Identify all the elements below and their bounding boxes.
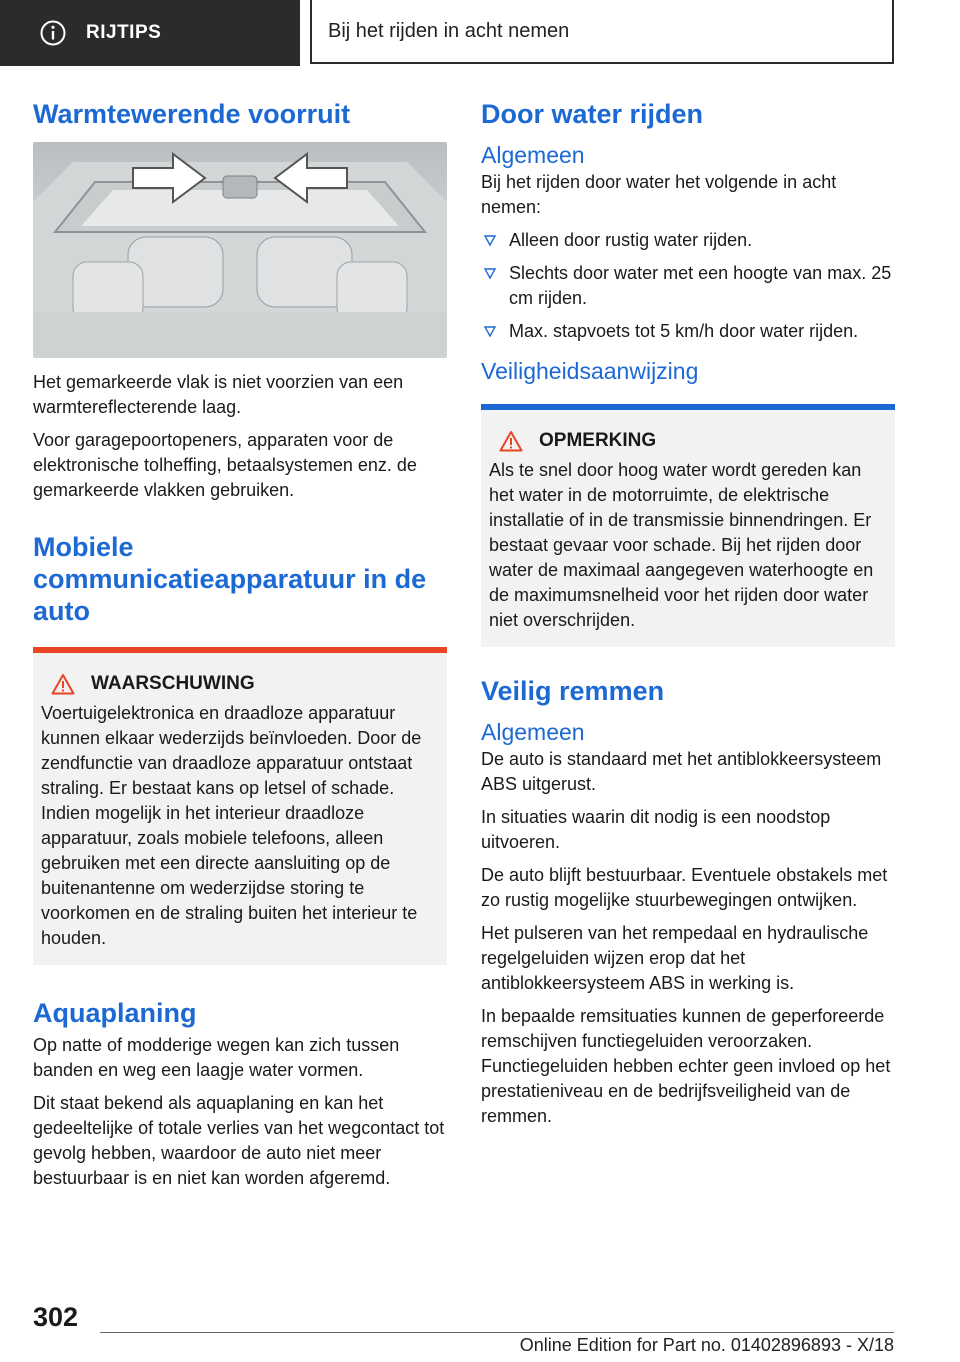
water-bullet-list	[481, 228, 895, 344]
bullet-triangle-icon	[483, 266, 497, 280]
note-text: Als te snel door hoog water wordt gereden kan het water in de motorruimte, de elektrische installatie of in de transmissie binnendringen. Er bestaat gevaar voor schade. Bij het rijden door water de maximaal aangegeven waterhoogte en de maximumsnelheid voor het rijden door water niet overschrijden.	[489, 460, 874, 630]
left-column	[33, 98, 447, 1199]
warning-triangle-icon	[51, 673, 75, 695]
windscreen-text-2: Voor garagepoortopeners, apparaten voor de elektronische tolheffing, betaalsystemen enz. de gemarkeerde vlakken gebruiken.	[33, 430, 417, 500]
aquaplaning-heading: Aquaplaning	[33, 998, 197, 1028]
braking-text-4: Het pulseren van het rempedaal en hydraulische regelgeluiden wijzen erop dat het antiblokkeersysteem ABS in werking is.	[481, 923, 869, 993]
windscreen-heading: Warmtewerende voorruit	[33, 99, 351, 129]
note-title	[499, 430, 887, 452]
info-icon	[40, 20, 66, 46]
note-label: OPMERKING	[539, 430, 657, 451]
bullet-triangle-icon	[483, 233, 497, 247]
safety-heading: Veiligheidsaanwijzing	[481, 358, 699, 384]
warning-box	[33, 647, 447, 965]
chapter-title: Bij het rijden in acht nemen	[328, 19, 570, 42]
aquaplaning-text-2: Dit staat bekend als aquaplaning en kan het gedeeltelijke of totale verlies van het wegcontact tot gevolg hebben, waardoor de auto niet meer bestuurbaar is en niet kan worden afgeremd.	[33, 1093, 445, 1188]
warning-label: WAARSCHUWING	[91, 673, 255, 694]
mobile-heading: Mobiele communicatieapparatuur in de auto	[33, 532, 427, 626]
car-windscreen-illustration	[33, 142, 447, 358]
list-item	[481, 319, 895, 344]
braking-heading: Veilig remmen	[481, 676, 665, 706]
right-column	[481, 98, 895, 1137]
list-item	[481, 261, 895, 311]
note-box	[481, 404, 895, 647]
footer-edition: Online Edition for Part no. 01402896893 - X/18	[519, 1335, 894, 1355]
section-label: RIJTIPS	[86, 22, 162, 43]
windscreen-text-1: Het gemarkeerde vlak is niet voorzien van een warmtereflecterende laag.	[33, 372, 404, 417]
aquaplaning-text-1: Op natte of modderige wegen kan zich tussen banden en weg een laagje water vormen.	[33, 1035, 400, 1080]
bullet-text: Alleen door rustig water rijden.	[509, 230, 753, 250]
bullet-text: Slechts door water met een hoogte van max. 25 cm rijden.	[509, 263, 892, 308]
car-windscreen-image	[33, 142, 447, 358]
warning-triangle-icon	[499, 430, 523, 452]
braking-text-1: De auto is standaard met het antiblokkeersysteem ABS uitgerust.	[481, 749, 882, 794]
header-section	[0, 0, 300, 66]
warning-text: Voertuigelektronica en draadloze apparatuur kunnen elkaar wederzijds beïnvloeden. Door de zendfunctie van draadloze apparatuur ontstaat straling. Er bestaat kans op letsel of schade. Indien mogelijk in het interieur draadloze apparatuur, zoals mobiele telefoons, alleen gebruiken met een directe aansluiting op de buitenantenne om wederzijdse storing te voorkomen en de straling buiten het interieur te houden.	[41, 703, 422, 948]
footer-divider	[100, 1332, 894, 1333]
braking-text-5: In bepaalde remsituaties kunnen de geperforeerde remschijven functiegeluiden veroorzaken. Functiegeluiden hebben echter geen invloed op het prestatieniveau en de bedrijfsveiligheid van de remmen.	[481, 1006, 891, 1126]
water-subheading: Algemeen	[481, 142, 585, 168]
water-intro: Bij het rijden door water het volgende in acht nemen:	[481, 172, 837, 217]
braking-text-3: De auto blijft bestuurbaar. Eventuele obstakels met zo rustig mogelijke stuurbewegingen ontwijken.	[481, 865, 888, 910]
water-heading: Door water rijden	[481, 99, 704, 129]
bullet-text: Max. stapvoets tot 5 km/h door water rijden.	[509, 321, 859, 341]
header-title-box	[310, 0, 894, 64]
braking-text-2: In situaties waarin dit nodig is een noodstop uitvoeren.	[481, 807, 831, 852]
braking-subheading: Algemeen	[481, 719, 585, 745]
list-item	[481, 228, 895, 253]
page-number: 302	[33, 1302, 79, 1332]
bullet-triangle-icon	[483, 324, 497, 338]
warning-title	[51, 673, 439, 695]
